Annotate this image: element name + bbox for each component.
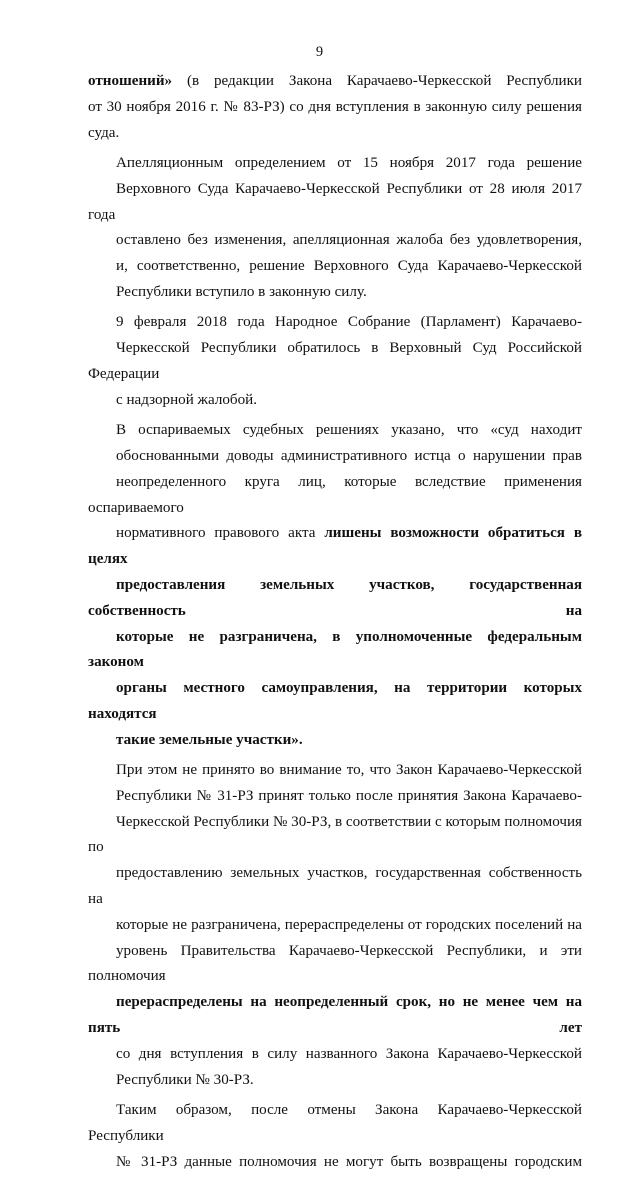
- paragraph-6-line-2: № 31-РЗ данные полномочия не могут быть возвращены городским: [116, 1153, 582, 1170]
- paragraph-5-line-3: Черкесской Республики № 30-РЗ, в соответствии с которым полномочия по: [88, 813, 582, 856]
- paragraph-1-line-1: [88, 69, 582, 95]
- bold-fragment: отношений»: [88, 73, 173, 89]
- paragraph-4-line-5: предоставления земельных участков, государственная собственность на: [88, 576, 582, 619]
- text-fragment: нормативного правового акта: [116, 525, 325, 542]
- paragraph-4-line-4: [88, 521, 582, 573]
- paragraph-2-line-4: и, соответственно, решение Верховного Суда Карачаево-Черкесской: [116, 258, 582, 275]
- paragraph-5-line-8: со дня вступления в силу названного Закона Карачаево-Черкесской: [116, 1045, 582, 1062]
- paragraph-5-line-4: предоставлению земельных участков, государственная собственность на: [88, 865, 582, 908]
- bold-fragment: лишены возможности обратиться в целях: [88, 525, 582, 568]
- paragraph-4-line-3: неопределенного круга лиц, которые вследствие применения оспариваемого: [88, 473, 582, 516]
- paragraph-4-line-8: такие земельные участки».: [116, 731, 303, 748]
- text-fragment: (в редакции Закона Карачаево-Черкесской Республики: [172, 73, 582, 89]
- paragraph-1: [88, 69, 582, 146]
- paragraph-5: [88, 758, 582, 1093]
- page-number: 9: [315, 44, 324, 60]
- paragraph-5-line-5: которые не разграничена, перераспределены от городских поселений на: [116, 916, 582, 933]
- paragraph-5-line-9: Республики № 30-РЗ.: [116, 1071, 254, 1088]
- paragraph-3-line-3: с надзорной жалобой.: [116, 391, 257, 408]
- paragraph-3-line-2: Черкесской Республики обратилось в Верховный Суд Российской Федерации: [88, 340, 582, 382]
- paragraph-4-line-6: которые не разграничена, в уполномоченные федеральным законом: [88, 628, 582, 671]
- paragraph-4-line-1: В оспариваемых судебных решениях указано, что «суд находит: [116, 422, 582, 439]
- paragraph-3: [88, 310, 582, 413]
- paragraph-1-line-3: суда.: [88, 124, 120, 141]
- paragraph-2-line-5: Республики вступило в законную силу.: [116, 283, 367, 300]
- paragraph-5-line-7: перераспределены на неопределенный срок, но не менее чем на пять лет: [88, 994, 582, 1037]
- paragraph-2-line-3: оставлено без изменения, апелляционная жалоба без удовлетворения,: [116, 232, 582, 249]
- paragraph-4-line-7: органы местного самоуправления, на территории которых находятся: [88, 680, 582, 722]
- paragraph-5-line-2: Республики № 31-РЗ принят только после принятия Закона Карачаево-: [116, 787, 582, 804]
- paragraph-5-line-1: При этом не принято во внимание то, что Закон Карачаево-Черкесской: [116, 762, 582, 779]
- paragraph-4-line-2: обоснованными доводы административного истца о нарушении прав: [116, 447, 582, 464]
- paragraph-6-line-1: Таким образом, после отмены Закона Карачаево-Черкесской Республики: [88, 1102, 582, 1144]
- paragraph-6: [88, 1098, 582, 1175]
- paragraph-2-line-2: Верховного Суда Карачаево-Черкесской Республики от 28 июля 2017 года: [88, 180, 582, 223]
- paragraph-2-line-1: Апелляционным определением от 15 ноября 2017 года решение: [116, 154, 582, 171]
- paragraph-4: [88, 418, 582, 753]
- paragraph-3-line-1: 9 февраля 2018 года Народное Собрание (Парламент) Карачаево-: [116, 314, 582, 331]
- paragraph-5-line-6: уровень Правительства Карачаево-Черкесской Республики, и эти полномочия: [88, 942, 582, 985]
- document-body: [88, 69, 582, 1180]
- paragraph-2: [88, 151, 582, 306]
- paragraph-1-line-2: от 30 ноября 2016 г. № 83-РЗ) со дня вступления в законную силу решения: [88, 98, 582, 115]
